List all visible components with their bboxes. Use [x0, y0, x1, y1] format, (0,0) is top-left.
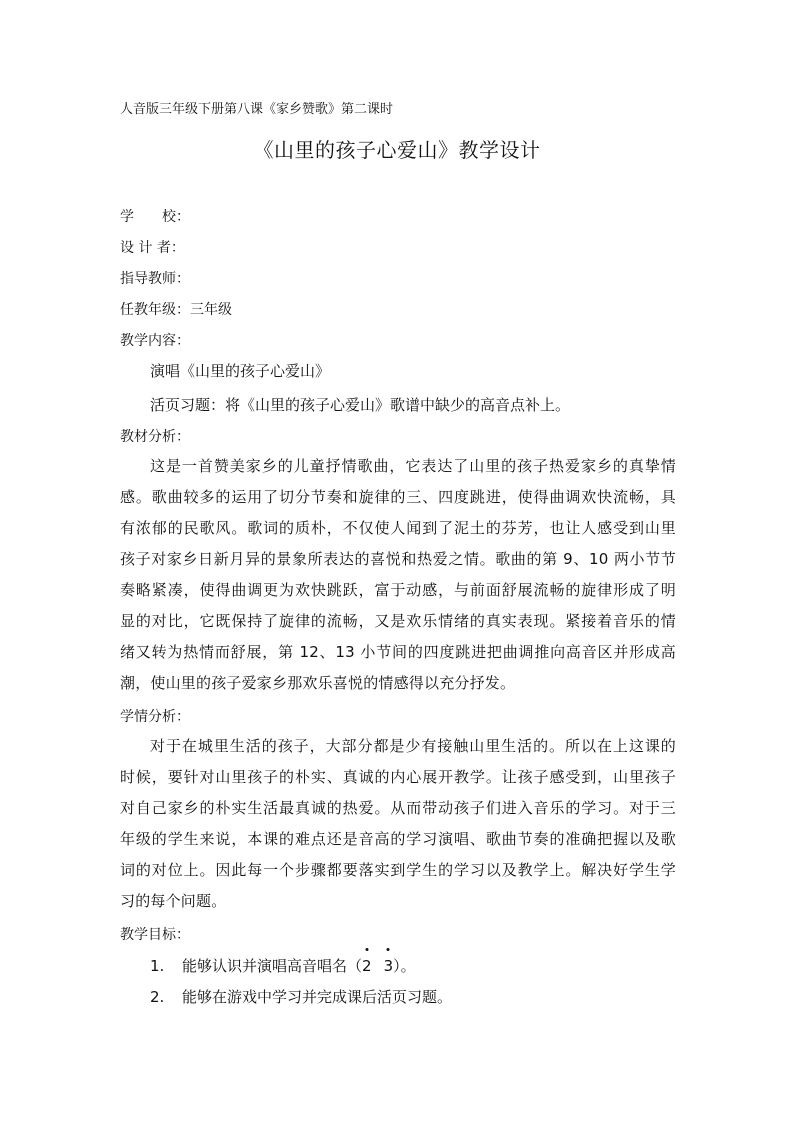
high-note-3: 3	[384, 954, 394, 978]
material-line: 潮，使山里的孩子爱家乡那欢乐喜悦的情感得以充分抒发。	[120, 674, 516, 692]
goal-number: 2.	[150, 988, 165, 1006]
students-line: 时候，要针对山里孩子的朴实、真诚的内心展开教学。让孩子感受到，山里孩子	[120, 768, 676, 786]
material-line: 绪又转为热情而舒展，第 12、13 小节间的四度跳进把曲调推向高音区并形成高	[120, 643, 676, 661]
goal-number: 1.	[150, 957, 165, 975]
material-line: 显的对比，它既保持了旋律的流畅，又是欢乐情绪的真实表现。紧接着音乐的情	[120, 612, 676, 630]
material-line: 奏略紧凑，使得曲调更为欢快跳跃，富于动感，与前面舒展流畅的旋律形成了明	[120, 581, 676, 599]
students-line: 对自己家乡的朴实生活最真诚的热爱。从而带动孩子们进入音乐的学习。对于三	[120, 799, 676, 817]
lesson-subtitle: 人音版三年级下册第八课《家乡赞歌》第二课时	[120, 102, 394, 117]
material-line: 有浓郁的民歌风。歌词的质朴，不仅使人闻到了泥土的芬芳，也让人感受到山里	[120, 519, 676, 537]
content-item: 活页习题：将《山里的孩子心爱山》歌谱中缺少的高音点补上。	[150, 396, 571, 414]
document-title: 《山里的孩子心爱山》教学设计	[253, 138, 541, 162]
content-item: 演唱《山里的孩子心爱山》	[150, 362, 331, 380]
material-line: 孩子对家乡日新月异的景象所表达的喜悦和热爱之情。歌曲的第 9、10 两小节节	[120, 550, 676, 568]
students-line: 年级的学生来说，本课的难点还是音高的学习演唱、歌曲节奏的准确把握以及歌	[120, 830, 676, 848]
material-line: 这是一首赞美家乡的儿童抒情歌曲，它表达了山里的孩子热爱家乡的真挚情	[150, 457, 676, 475]
school-field: 学 校：	[120, 209, 190, 225]
designer-field: 设 计 者：	[120, 240, 185, 256]
content-heading: 教学内容：	[120, 333, 190, 349]
students-heading: 学情分析：	[120, 709, 190, 725]
high-dot-icon	[387, 948, 390, 951]
advisor-field: 指导教师：	[120, 271, 190, 287]
goal-text: 能够认识并演唱高音唱名（	[182, 957, 363, 975]
goal-text: 能够在游戏中学习并完成课后活页习题。	[182, 988, 453, 1006]
high-note-2: 2	[362, 954, 372, 978]
high-dot-icon	[365, 948, 368, 951]
material-line: 感。歌曲较多的运用了切分节奏和旋律的三、四度跳进，使得曲调欢快流畅，具	[120, 488, 676, 506]
goal-item-1	[150, 954, 416, 978]
material-heading: 教材分析：	[120, 429, 190, 445]
grade-field: 任教年级：三年级	[120, 302, 232, 318]
students-line: 习的每个问题。	[120, 892, 227, 910]
goal-text-end: ）。	[393, 957, 416, 975]
goal-item-2	[150, 985, 452, 1009]
students-line: 词的对位上。因此每一个步骤都要落实到学生的学习以及教学上。解决好学生学	[120, 861, 676, 879]
goals-heading: 教学目标：	[120, 927, 190, 943]
students-line: 对于在城里生活的孩子，大部分都是少有接触山里生活的。所以在上这课的	[150, 737, 676, 755]
